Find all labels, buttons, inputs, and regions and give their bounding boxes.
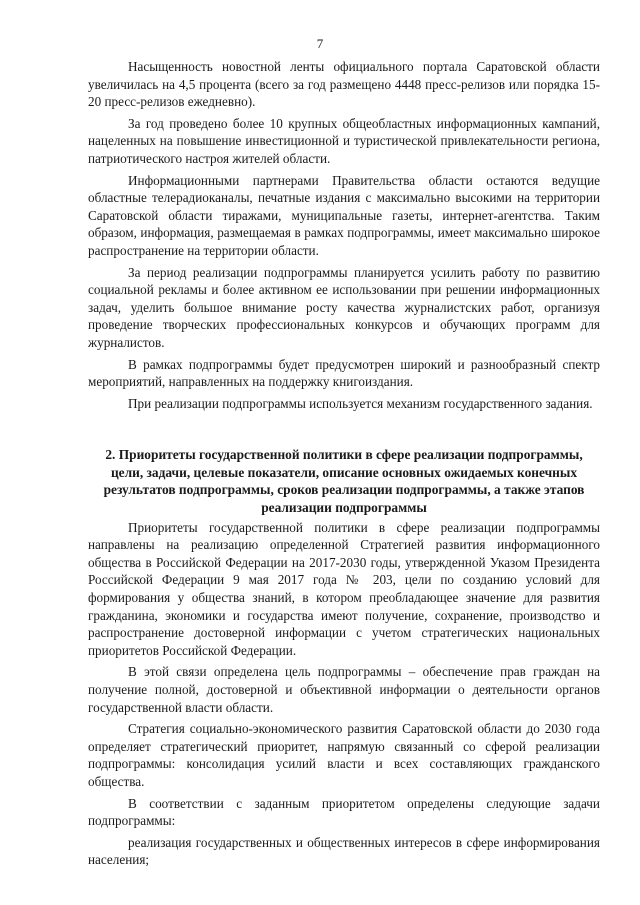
- paragraph-regional-strategy: Стратегия социально-экономического развития Саратовской области до 2030 года определяет стратегический приоритет, напрямую связанный со сферой реализации подпрограммы: консолидация усилий власти и всех составляющих гражданского общества.: [88, 721, 600, 789]
- paragraph-info-partners: Информационными партнерами Правительства области остаются ведущие областные телерадиоканалы, печатные издания с максимально высокими на территории Саратовской области тиражами, муниципальные газеты, интернет-агентства. Таким образом, информация, размещаемая в рамках подпрограммы, имеет максимально широкое распространение на территории области.: [88, 172, 600, 258]
- paragraph-task-item: реализация государственных и общественных интересов в сфере информирования населения;: [88, 834, 600, 868]
- section-gap: [88, 416, 600, 436]
- paragraph-policy-priorities: Приоритеты государственной политики в сфере реализации подпрограммы направлены на реализацию определенной Стратегией развития информационного общества в Российской Федерации на 2017-2030 годы, утвержденной Указом Президента Российской Федерации 9 мая 2017 года № 203, цели по созданию условий для формирования у общества знаний, в котором преобладающее значение для развития гражданина, экономики и государства имеют получение, сохранение, производство и распространение достоверной информации с учетом стратегических национальных приоритетов Российской Федерации.: [88, 519, 600, 658]
- paragraph-state-assignment: При реализации подпрограммы используется механизм государственного задания.: [128, 395, 593, 411]
- paragraph-info-campaigns: За год проведено более 10 крупных общеобластных информационных кампаний, нацеленных на повышение инвестиционной и туристической привлекательности региона, патриотического настроя жителей области.: [88, 115, 600, 166]
- paragraph-social-advertising: За период реализации подпрограммы планируется усилить работу по развитию социальной рекламы и более активном ее использовании при решении информационных задач, уделить большое внимание росту качества журналистских работ, организуя проведение творческих профессиональных конкурсов и обучающих программ для журналистов.: [88, 264, 600, 350]
- paragraph-subprogram-goal: В этой связи определена цель подпрограммы – обеспечение прав граждан на получение полной, достоверной и объективной информации о деятельности органов государственной власти области.: [88, 664, 600, 715]
- paragraph-book-publishing: В рамках подпрограммы будет предусмотрен широкий и разнообразный спектр мероприятий, направленных на поддержку книгоиздания.: [88, 356, 600, 390]
- section-heading: 2. Приоритеты государственной политики в сфере реализации подпрограммы, цели, задачи, целевые показатели, описание основных ожидаемых конечных результатов подпрограммы, сроков реализации подпрограммы, а также этапов реализации подпрограммы: [103, 447, 585, 516]
- page-content: [88, 58, 600, 873]
- page-number: 7: [316, 36, 324, 51]
- paragraph-portal-feed: Насыщенность новостной ленты официального портала Саратовской области увеличилась на 4,5 процента (всего за год размещено 4448 пресс-релизов или порядка 15-20 пресс-релизов ежедневно).: [88, 59, 600, 110]
- paragraph-tasks-intro: В соответствии с заданным приоритетом определены следующие задачи подпрограммы:: [88, 795, 600, 829]
